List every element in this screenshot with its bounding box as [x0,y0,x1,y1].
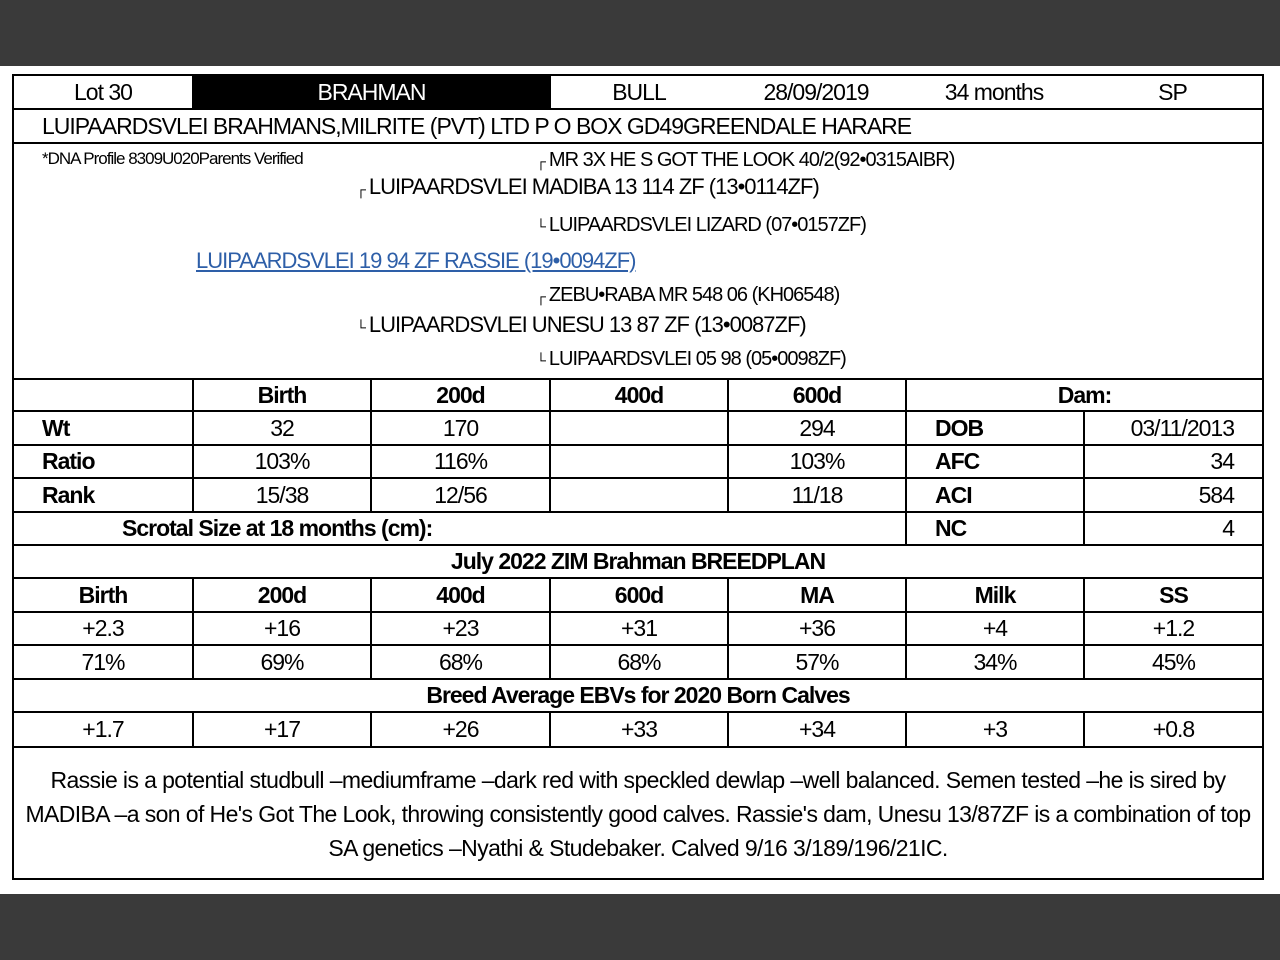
pedigree-section [14,144,1262,380]
ebv-header-400d: 400d [370,579,549,611]
dam-label-afc: AFC [905,446,1083,477]
dam-value-nc: 4 [1083,513,1262,544]
table-cell: 116% [370,446,549,477]
sire-dam-name: LUIPAARDSVLEI LIZARD (07•0157ZF) [548,214,866,236]
table-cell: 294 [727,412,905,444]
sire-sire-name: MR 3X HE S GOT THE LOOK 40/2(92•0315AIBR) [548,149,955,171]
breed-label: BRAHMAN [192,76,549,108]
table-cell: 68% [370,646,549,678]
breed-average-row [14,713,1262,748]
bracket-bottom-icon: └ [356,319,365,335]
dam-sire-name: ZEBU•RABA MR 548 06 (KH06548) [548,284,840,306]
row-label: Rank [42,481,95,508]
birth-date: 28/09/2019 [763,78,869,105]
table-cell: +2.3 [82,615,124,641]
performance-header-row [14,380,1262,412]
table-cell: 12/56 [370,479,549,511]
breedplan-header-row [14,579,1262,613]
ebv-values-row [14,613,1262,646]
table-cell: +1.2 [1083,613,1262,644]
table-cell: +26 [370,713,549,746]
dam-title: Dam: [905,380,1262,410]
row-label: Ratio [42,448,95,474]
bracket-bottom-icon: └ [536,352,545,368]
pedigree-sire [356,174,819,200]
pedigree-dam-dam [536,348,846,371]
dna-note: *DNA Profile 8309U020Parents Verified [42,149,303,168]
bracket-bottom-icon: └ [536,218,545,234]
ebv-header-200d: 200d [192,579,370,611]
animal-name-link[interactable]: LUIPAARDSVLEI 19 94 ZF RASSIE (19•0094ZF) [196,248,636,273]
ebv-header-600d: 600d [549,579,727,611]
ebv-header-birth: Birth [78,581,128,608]
dam-label-dob: DOB [905,412,1083,444]
breedplan-title-row [14,546,1262,579]
bracket-top-icon: ┌ [536,288,545,304]
scrotal-label: Scrotal Size at 18 months (cm): [122,515,433,541]
bracket-top-icon: ┌ [536,153,545,169]
table-cell: +3 [905,713,1083,746]
header-row [14,76,1262,110]
lot-card [12,74,1264,880]
perf-header-400d: 400d [549,380,727,410]
table-cell: +16 [192,613,370,644]
table-cell: 69% [192,646,370,678]
sire-name: LUIPAARDSVLEI MADIBA 13 114 ZF (13•0114ZF) [368,174,819,199]
table-cell: 57% [727,646,905,678]
table-cell: 103% [727,446,905,477]
pedigree-sire-sire [536,149,954,172]
table-cell: 11/18 [727,479,905,511]
table-cell: +1.7 [82,716,124,742]
table-cell: +34 [727,713,905,746]
table-cell: +23 [370,613,549,644]
lot-number: Lot 30 [74,78,132,105]
breedplan-title: July 2022 ZIM Brahman BREEDPLAN [450,548,826,574]
dam-name: LUIPAARDSVLEI UNESU 13 87 ZF (13•0087ZF) [368,312,806,337]
perf-header-200d: 200d [370,380,549,410]
table-cell: 34% [905,646,1083,678]
dam-label-aci: ACI [905,479,1083,511]
sale-catalogue-page [0,66,1280,894]
code-label: SP [1158,78,1187,105]
breeder-row [14,110,1262,144]
perf-row-wt [14,412,1262,446]
dam-dam-name: LUIPAARDSVLEI 05 98 (05•0098ZF) [548,348,846,370]
scrotal-row [14,513,1262,546]
perf-header-600d: 600d [727,380,905,410]
row-label: Wt [42,414,70,441]
bracket-top-icon: ┌ [356,181,365,197]
table-cell: 103% [192,446,370,477]
ebv-header-ma: MA [727,579,905,611]
ebv-header-milk: Milk [905,579,1083,611]
table-cell: +31 [549,613,727,644]
table-cell: +4 [905,613,1083,644]
age-label: 34 months [944,78,1044,105]
table-cell: +0.8 [1083,713,1262,746]
table-cell: +36 [727,613,905,644]
ebv-header-ss: SS [1083,579,1262,611]
dam-value-dob: 03/11/2013 [1083,412,1262,444]
sex-label: BULL [549,76,727,108]
table-cell [549,479,727,511]
perf-row-rank [14,479,1262,513]
table-cell: 32 [192,412,370,444]
pedigree-sire-dam [536,214,866,237]
perf-row-ratio [14,446,1262,479]
table-cell [549,412,727,444]
table-cell: 68% [549,646,727,678]
pedigree-dam-sire [536,284,839,307]
table-cell: 45% [1083,646,1262,678]
table-cell: +33 [549,713,727,746]
dam-value-afc: 34 [1083,446,1262,477]
ebv-accuracy-row [14,646,1262,680]
dam-label-nc: NC [905,513,1083,544]
table-cell: +17 [192,713,370,746]
breed-average-title: Breed Average EBVs for 2020 Born Calves [426,682,850,708]
dam-value-aci: 584 [1083,479,1262,511]
table-cell: 170 [370,412,549,444]
table-cell: 71% [81,648,125,675]
breed-average-title-row [14,680,1262,713]
table-cell [549,446,727,477]
empty-corner [14,380,192,410]
table-cell: 15/38 [192,479,370,511]
pedigree-dam [356,312,806,338]
lot-description: Rassie is a potential studbull –mediumframe –dark red with speckled dewlap –well balanced. Semen tested –he is sired by MADIBA –a son of He's Got The Look, throwing consistently good calves. Rassie's dam, Unesu 13/87ZF is a combination of top SA genetics –Nyathi & Studebaker. Calved 9/16 3/189/196/21IC. [25,767,1251,861]
breeder-address: LUIPAARDSVLEI BRAHMANS,MILRITE (PVT) LTD P O BOX GD49GREENDALE HARARE [42,112,912,139]
perf-header-birth: Birth [192,380,370,410]
